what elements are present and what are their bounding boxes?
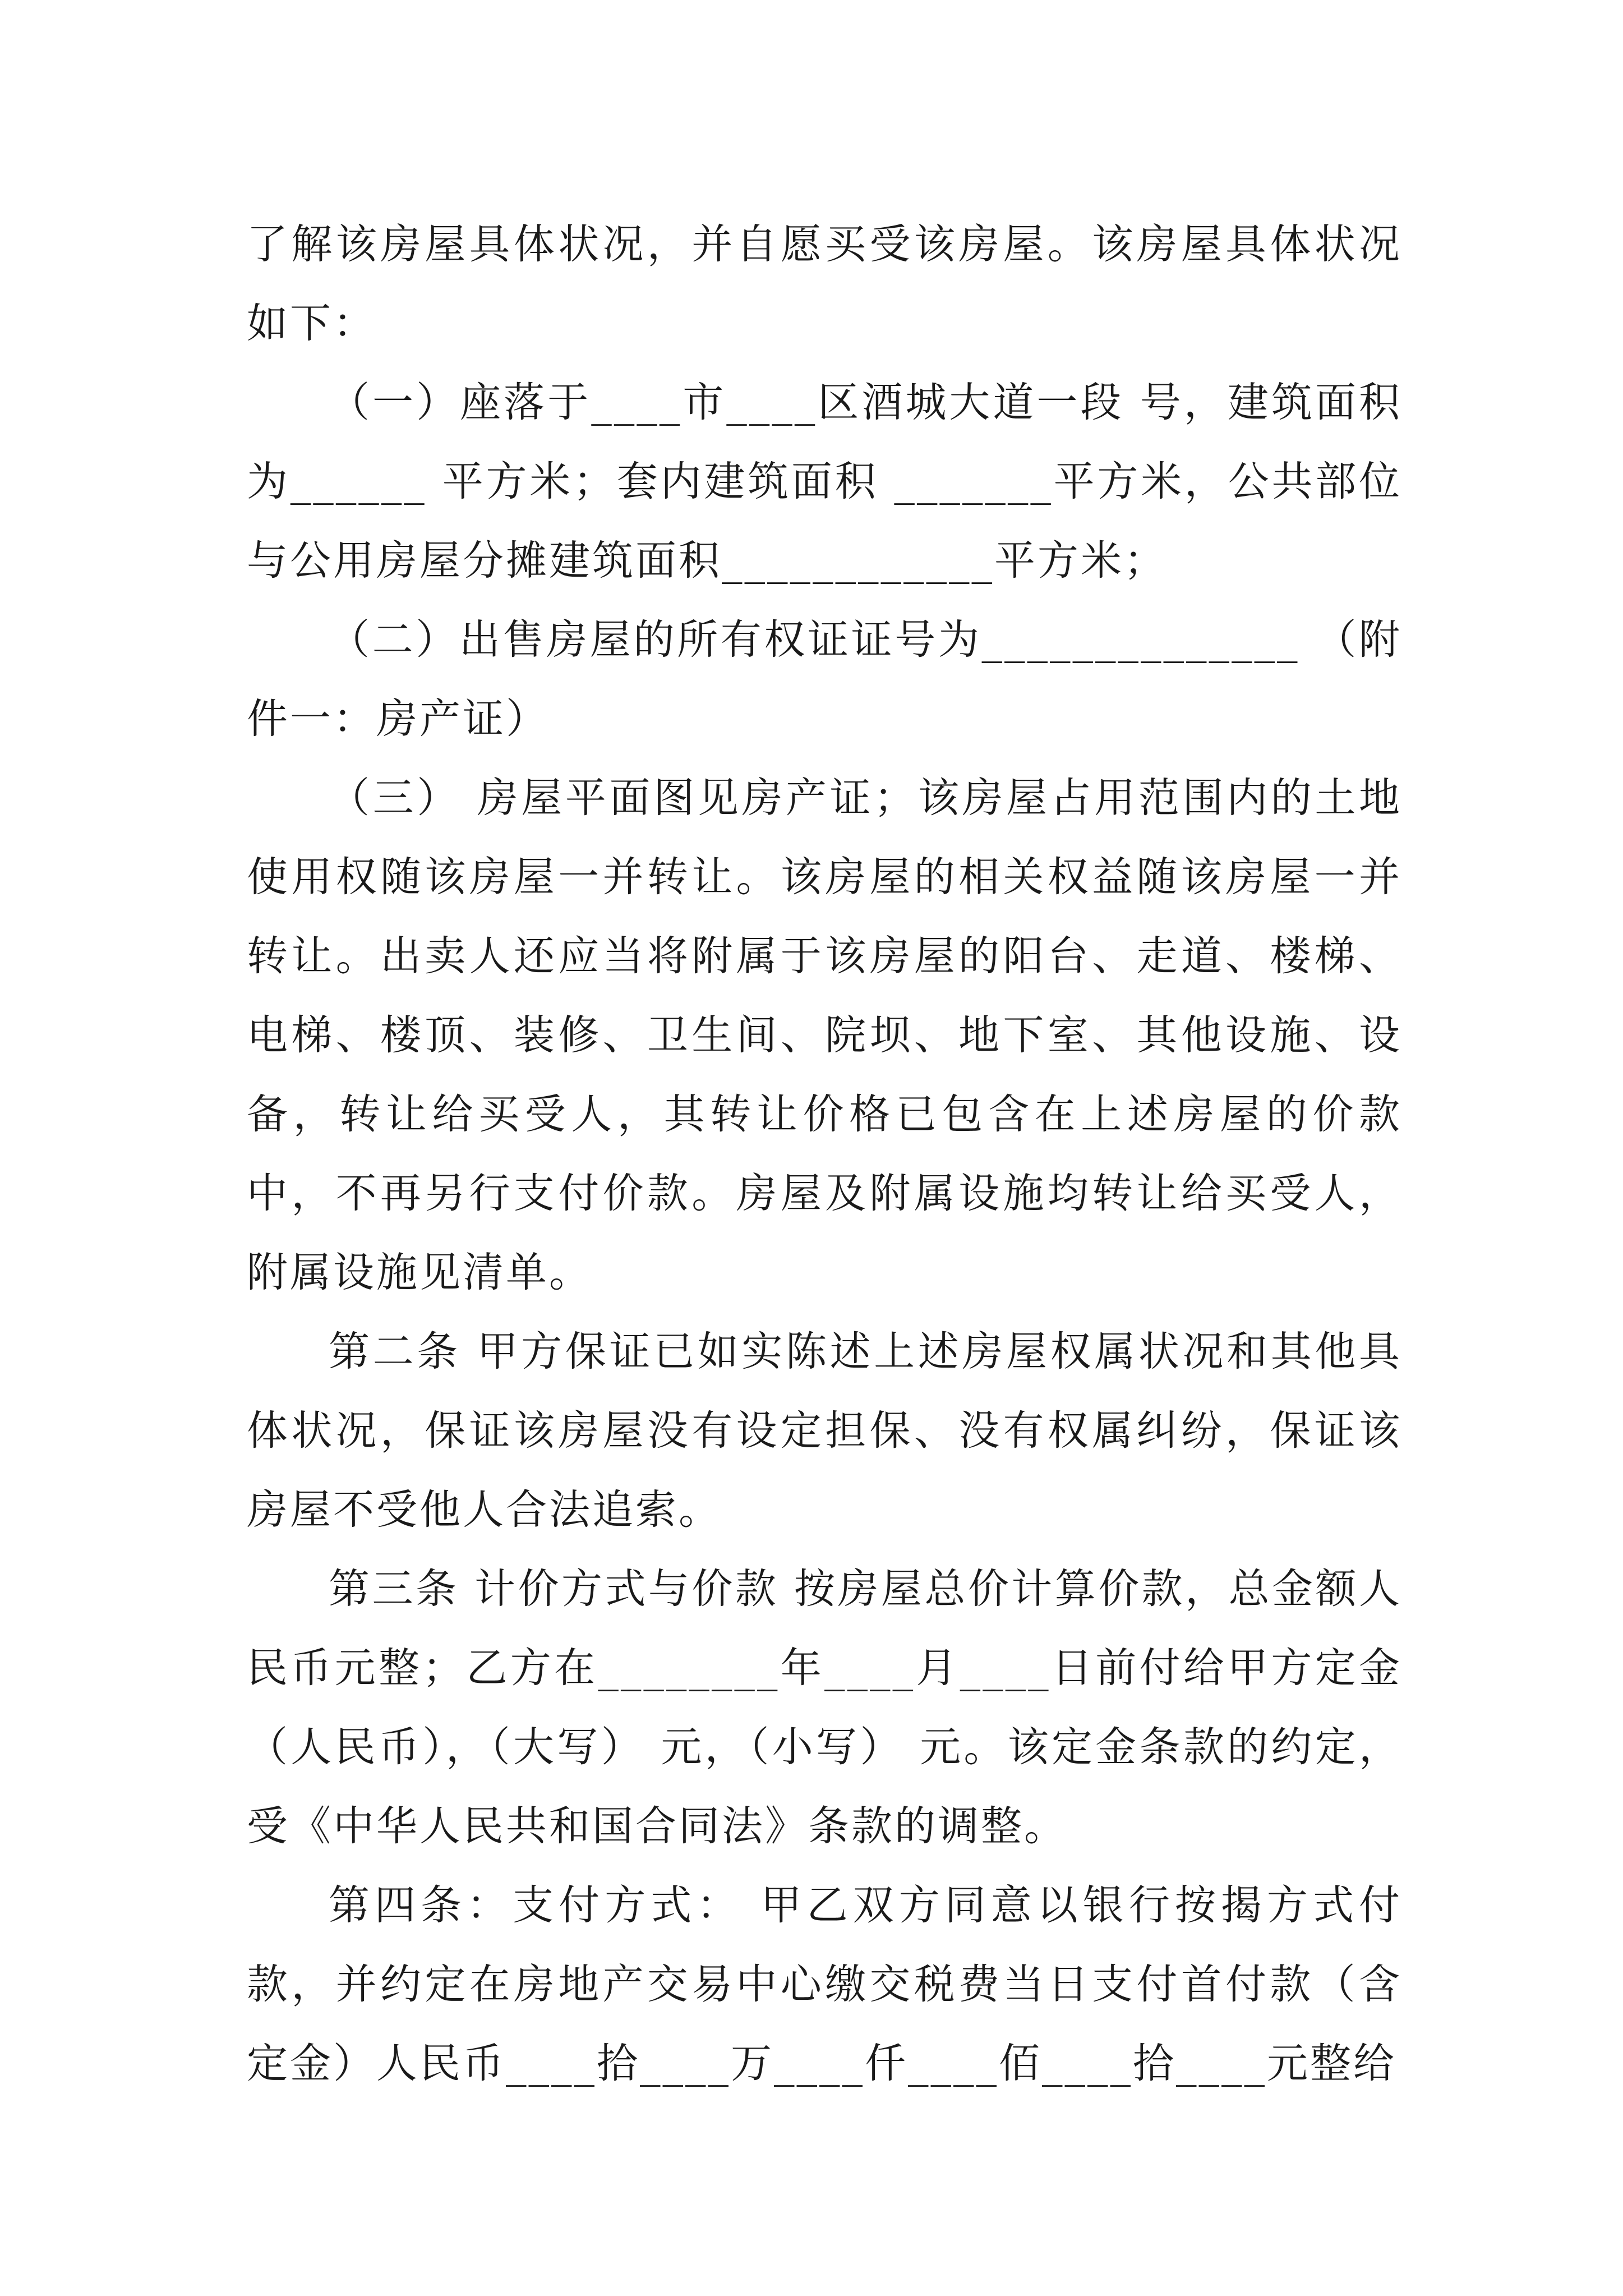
paragraph-article-4: 第四条：支付方式： 甲乙双方同意以银行按揭方式付款，并约定在房地产交易中心缴交税费当日支付首付款（含定金）人民币____拾____万____仟____佰____拾____元整给 [247, 1881, 1402, 2087]
paragraph-article-2: 第二条 甲方保证已如实陈述上述房屋权属状况和其他具体状况，保证该房屋没有设定担保、没有权属纠纷，保证该房屋不受他人合法追索。 [247, 1328, 1402, 1534]
paragraph-location-area: （一）座落于____市____区酒城大道一段 号，建筑面积为______ 平方米；套内建筑面积 _______平方米，公共部位与公用房屋分摊建筑面积____________平方米； [247, 379, 1402, 585]
contract-body [247, 205, 1402, 2103]
paragraph-floor-plan-rights: （三） 房屋平面图见房产证；该房屋占用范围内的土地使用权随该房屋一并转让。该房屋的相关权益随该房屋一并转让。出卖人还应当将附属于该房屋的阳台、走道、楼梯、电梯、楼顶、装修、卫生间、院坝、地下室、其他设施、设备，转让给买受人，其转让价格已包含在上述房屋的价款中，不再另行支付价款。房屋及附属设施均转让给买受人，附属设施见清单。 [247, 774, 1402, 1296]
paragraph-article-3: 第三条 计价方式与价款 按房屋总价计算价款，总金额人民币元整；乙方在________年____月____日前付给甲方定金（人民币），（大写） 元，（小写） 元。该定金条款的约定，受《中华人民共和国合同法》条款的调整。 [247, 1565, 1402, 1850]
paragraph-property-intro: 了解该房屋具体状况，并自愿买受该房屋。该房屋具体状况如下： [247, 220, 1402, 347]
paragraph-ownership-certificate: （二）出售房屋的所有权证证号为______________ （附件一：房产证） [247, 616, 1402, 743]
